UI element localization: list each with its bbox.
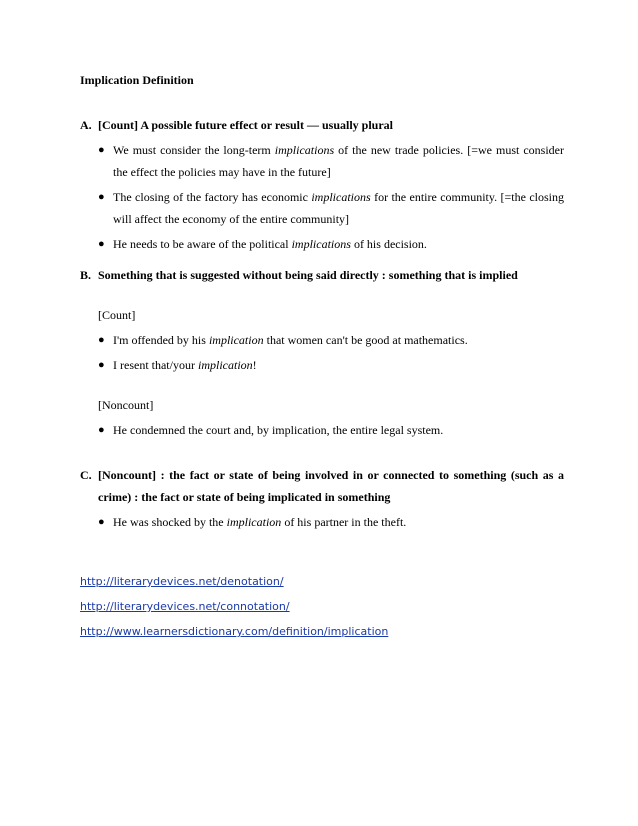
- bullet-text: He condemned the court and, by implication, the entire legal system.: [113, 423, 444, 437]
- bullet-text: The closing of the factory has economic implications for the entire community. [=the closing will affect the economy of the entire community]: [113, 190, 564, 226]
- list-item: [98, 354, 564, 376]
- bullet-icon: ●: [98, 238, 105, 250]
- bullet-icon: ●: [98, 191, 105, 203]
- section-b-letter: B.: [80, 268, 92, 282]
- page-title: Implication Definition: [80, 73, 194, 87]
- reference-links: [80, 575, 388, 650]
- link-denotation[interactable]: http://literarydevices.net/denotation/: [80, 575, 284, 588]
- bullet-icon: ●: [98, 334, 105, 346]
- bullet-text: We must consider the long-term implications of the new trade policies. [=we must consider the effect the policies may have in the future]: [113, 143, 564, 179]
- section-a-heading: [80, 114, 564, 136]
- list-item: [98, 419, 564, 441]
- section-b: [80, 264, 564, 441]
- bullet-icon: ●: [98, 359, 105, 371]
- section-b-count-bullets: [80, 329, 564, 376]
- bullet-text: I resent that/your implication!: [113, 358, 257, 372]
- count-label: [Count]: [98, 308, 136, 322]
- section-b-title: Something that is suggested without being said directly : something that is implied: [98, 268, 518, 282]
- section-a-letter: A.: [80, 118, 92, 132]
- section-b-heading: [80, 264, 564, 286]
- bullet-text: I'm offended by his implication that women can't be good at mathematics.: [113, 333, 468, 347]
- section-a-bullets: [80, 139, 564, 255]
- section-a-title: [Count] A possible future effect or result — usually plural: [98, 118, 394, 132]
- section-c-bullets: [80, 511, 564, 533]
- noncount-label: [Noncount]: [98, 398, 154, 412]
- bullet-text: He needs to be aware of the political implications of his decision.: [113, 237, 427, 251]
- section-c-heading: [80, 464, 564, 508]
- bullet-icon: ●: [98, 144, 105, 156]
- section-c-letter: C.: [80, 468, 92, 482]
- link-connotation[interactable]: http://literarydevices.net/connotation/: [80, 600, 290, 613]
- section-c-title: [Noncount] : the fact or state of being involved in or connected to something (such as a crime) : the fact or state of being implicated in something: [98, 468, 564, 504]
- section-b-noncount-bullets: [80, 419, 564, 441]
- bullet-icon: ●: [98, 516, 105, 528]
- bullet-icon: ●: [98, 424, 105, 436]
- link-learners-dictionary[interactable]: http://www.learnersdictionary.com/definition/implication: [80, 625, 389, 638]
- section-a: [80, 114, 564, 255]
- bullet-text: He was shocked by the implication of his partner in the theft.: [113, 515, 407, 529]
- list-item: [98, 186, 564, 230]
- section-c: [80, 464, 564, 533]
- list-item: [98, 329, 564, 351]
- list-item: [98, 233, 564, 255]
- list-item: [98, 139, 564, 183]
- list-item: [98, 511, 564, 533]
